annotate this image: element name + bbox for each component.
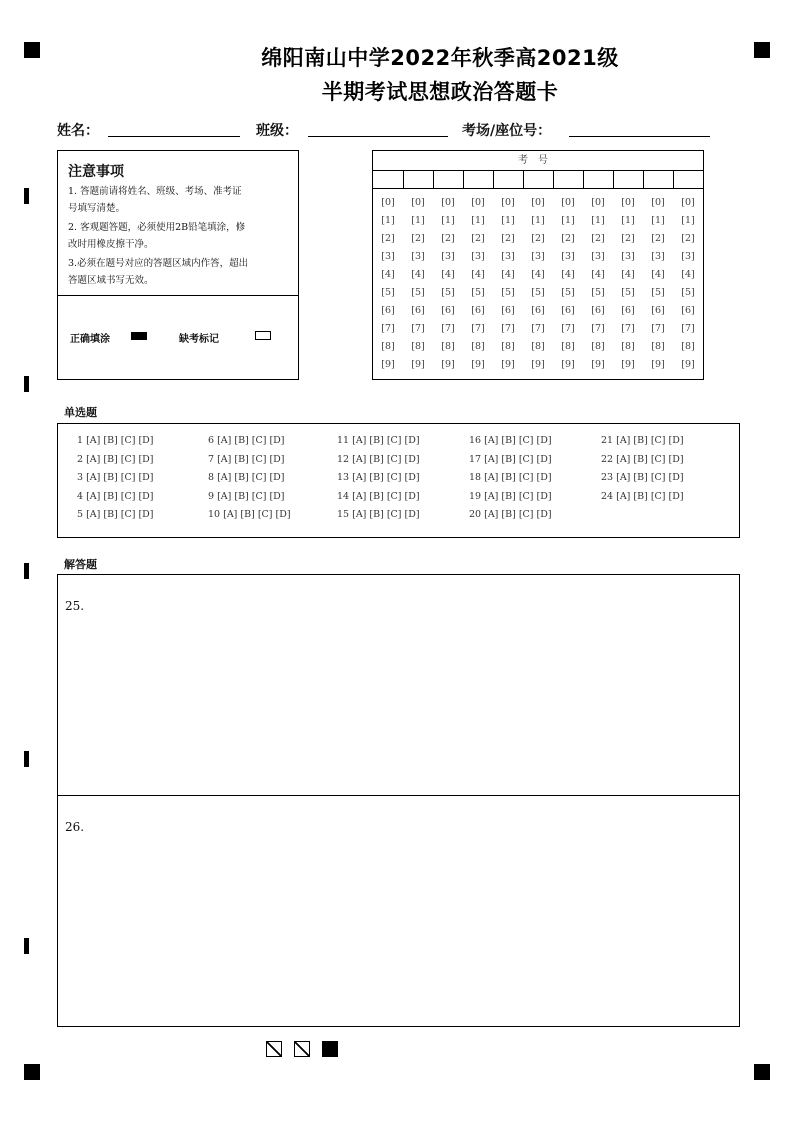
exam-digit-bubble[interactable]: [0] (681, 197, 695, 208)
exam-digit-bubble[interactable]: [5] (561, 287, 575, 298)
exam-digit-bubble[interactable]: [5] (621, 287, 635, 298)
exam-digit-bubble[interactable]: [8] (411, 341, 425, 352)
exam-digit-bubble[interactable]: [9] (411, 359, 425, 370)
answer-section-label: 解答题 (64, 558, 97, 571)
exam-digit-bubble[interactable]: [7] (501, 323, 515, 334)
exam-digit-bubble[interactable]: [6] (441, 305, 455, 316)
absent-mark-label: 缺考标记 (179, 334, 219, 345)
exam-digit-bubble[interactable]: [6] (471, 305, 485, 316)
notice-line: 答题区域书写无效。 (68, 275, 154, 286)
choice-question[interactable]: 17 [A] [B] [C] [D] (469, 453, 552, 465)
exam-digit-bubble[interactable]: [6] (561, 305, 575, 316)
exam-digit-bubble[interactable]: [7] (591, 323, 605, 334)
question-number-25: 25. (65, 599, 85, 613)
choice-question[interactable]: 18 [A] [B] [C] [D] (469, 472, 552, 483)
correct-fill-sample (131, 332, 147, 340)
exam-digit-bubble[interactable]: [1] (471, 215, 485, 226)
exam-digit-bubble[interactable]: [5] (681, 287, 695, 298)
exam-digit-bubble[interactable]: [3] (531, 251, 545, 262)
exam-digit-bubble[interactable]: [6] (531, 305, 545, 316)
exam-digit-bubble[interactable]: [9] (651, 359, 665, 370)
choice-section-label: 单选题 (64, 406, 97, 419)
notice-line: 1. 答题前请将姓名、班级、考场、准考证 (68, 186, 242, 197)
exam-number-grid (372, 150, 704, 380)
corner-mark-bottom-right (754, 1064, 770, 1080)
seat-label: 考场/座位号： (462, 123, 552, 139)
exam-digit-bubble[interactable]: [8] (531, 341, 545, 352)
choice-question[interactable]: 23 [A] [B] [C] [D] (601, 472, 684, 483)
exam-digit-bubble[interactable]: [8] (621, 341, 635, 352)
exam-digit-bubble[interactable]: [4] (591, 269, 605, 280)
exam-digit-bubble[interactable]: [2] (501, 233, 515, 244)
class-field[interactable] (308, 136, 448, 137)
exam-digit-bubble[interactable]: [9] (621, 359, 635, 370)
exam-digit-bubble[interactable]: [3] (561, 251, 575, 262)
exam-digit-bubble[interactable]: [1] (681, 215, 695, 226)
choice-question[interactable]: 21 [A] [B] [C] [D] (601, 435, 684, 446)
answer-box-25[interactable] (57, 574, 740, 796)
exam-digit-bubble[interactable]: [8] (651, 341, 665, 352)
exam-number-write-row[interactable] (373, 170, 703, 189)
timing-bar (24, 938, 29, 954)
exam-digit-bubble[interactable]: [4] (531, 269, 545, 280)
choice-question[interactable]: 3 [A] [B] [C] [D] (77, 472, 154, 483)
choice-question[interactable]: 11 [A] [B] [C] [D] (337, 435, 420, 446)
exam-digit-bubble[interactable]: [7] (411, 323, 425, 334)
exam-digit-bubble[interactable]: [0] (651, 197, 665, 208)
exam-digit-bubble[interactable]: [7] (381, 323, 395, 334)
exam-digit-bubble[interactable]: [5] (411, 287, 425, 298)
page-mark-slash (294, 1041, 310, 1057)
exam-grid-line (553, 170, 554, 188)
page-title: 绵阳南山中学2022年秋季高2021级 (261, 46, 619, 70)
exam-digit-bubble[interactable]: [8] (381, 341, 395, 352)
exam-digit-bubble[interactable]: [5] (501, 287, 515, 298)
exam-digit-bubble[interactable]: [7] (621, 323, 635, 334)
exam-digit-bubble[interactable]: [2] (651, 233, 665, 244)
choice-question[interactable]: 24 [A] [B] [C] [D] (601, 490, 684, 502)
exam-digit-bubble[interactable]: [8] (471, 341, 485, 352)
name-label: 姓名： (57, 123, 99, 139)
exam-digit-bubble[interactable]: [2] (441, 233, 455, 244)
exam-digit-bubble[interactable]: [9] (561, 359, 575, 370)
exam-digit-bubble[interactable]: [1] (561, 215, 575, 226)
exam-digit-bubble[interactable]: [9] (531, 359, 545, 370)
answer-box-26[interactable] (57, 795, 740, 1027)
exam-digit-bubble[interactable]: [4] (621, 269, 635, 280)
exam-digit-bubble[interactable]: [8] (441, 341, 455, 352)
seat-field[interactable] (569, 136, 710, 137)
notice-line: 号填写清楚。 (68, 203, 126, 214)
exam-digit-bubble[interactable]: [1] (651, 215, 665, 226)
choice-question[interactable]: 1 [A] [B] [C] [D] (77, 435, 154, 446)
page-mark-solid (322, 1041, 338, 1057)
notice-title: 注意事项 (68, 164, 124, 180)
choice-question[interactable]: 8 [A] [B] [C] [D] (208, 472, 285, 483)
exam-digit-bubble[interactable]: [0] (531, 197, 545, 208)
choice-question[interactable]: 2 [A] [B] [C] [D] (77, 453, 154, 465)
exam-digit-bubble[interactable]: [6] (651, 305, 665, 316)
exam-digit-bubble[interactable]: [6] (411, 305, 425, 316)
exam-grid-line (403, 170, 404, 188)
exam-digit-bubble[interactable]: [8] (501, 341, 515, 352)
exam-digit-bubble[interactable]: [5] (381, 287, 395, 298)
exam-digit-bubble[interactable]: [5] (531, 287, 545, 298)
notice-line: 改时用橡皮擦干净。 (68, 239, 154, 250)
exam-digit-bubble[interactable]: [1] (501, 215, 515, 226)
choice-question[interactable]: 16 [A] [B] [C] [D] (469, 435, 552, 446)
exam-digit-bubble[interactable]: [9] (591, 359, 605, 370)
timing-bar (24, 751, 29, 767)
exam-digit-bubble[interactable]: [5] (471, 287, 485, 298)
notice-line: 3.必须在题号对应的答题区域内作答，超出 (68, 258, 249, 269)
exam-digit-bubble[interactable]: [1] (621, 215, 635, 226)
exam-digit-bubble[interactable]: [3] (681, 251, 695, 262)
exam-digit-bubble[interactable]: [6] (501, 305, 515, 316)
exam-digit-bubble[interactable]: [3] (411, 251, 425, 262)
exam-grid-line (433, 170, 434, 188)
choice-question[interactable]: 15 [A] [B] [C] [D] (337, 509, 420, 520)
class-label: 班级： (256, 123, 298, 139)
exam-digit-bubble[interactable]: [0] (591, 197, 605, 208)
question-number-26: 26. (65, 820, 85, 834)
exam-digit-bubble[interactable]: [5] (441, 287, 455, 298)
exam-digit-bubble[interactable]: [6] (381, 305, 395, 316)
exam-digit-bubble[interactable]: [3] (591, 251, 605, 262)
exam-digit-bubble[interactable]: [7] (471, 323, 485, 334)
exam-digit-bubble[interactable]: [3] (381, 251, 395, 262)
exam-digit-bubble[interactable]: [2] (531, 233, 545, 244)
notice-box (57, 150, 299, 380)
exam-digit-bubble[interactable]: [8] (561, 341, 575, 352)
exam-digit-bubble[interactable]: [0] (561, 197, 575, 208)
exam-digit-bubble[interactable]: [2] (471, 233, 485, 244)
exam-digit-bubble[interactable]: [8] (591, 341, 605, 352)
exam-grid-line (613, 170, 614, 188)
exam-digit-bubble[interactable]: [1] (531, 215, 545, 226)
corner-mark-bottom-left (24, 1064, 40, 1080)
exam-digit-bubble[interactable]: [9] (441, 359, 455, 370)
timing-bar (24, 376, 29, 392)
choice-question[interactable]: 20 [A] [B] [C] [D] (469, 509, 552, 520)
choice-question[interactable]: 22 [A] [B] [C] [D] (601, 453, 684, 465)
correct-fill-label: 正确填涂 (70, 334, 110, 345)
choice-question[interactable]: 5 [A] [B] [C] [D] (77, 509, 154, 520)
exam-digit-bubble[interactable]: [1] (381, 215, 395, 226)
choice-question[interactable]: 19 [A] [B] [C] [D] (469, 490, 552, 502)
exam-digit-bubble[interactable]: [6] (621, 305, 635, 316)
exam-digit-bubble[interactable]: [4] (561, 269, 575, 280)
exam-grid-line (583, 170, 584, 188)
exam-digit-bubble[interactable]: [2] (561, 233, 575, 244)
exam-digit-bubble[interactable]: [5] (651, 287, 665, 298)
choice-question[interactable]: 4 [A] [B] [C] [D] (77, 490, 154, 502)
exam-digit-bubble[interactable]: [0] (441, 197, 455, 208)
name-field[interactable] (108, 136, 240, 137)
choice-question[interactable]: 9 [A] [B] [C] [D] (208, 490, 285, 502)
choice-question[interactable]: 12 [A] [B] [C] [D] (337, 453, 420, 465)
exam-digit-bubble[interactable]: [1] (411, 215, 425, 226)
exam-grid-line (523, 170, 524, 188)
exam-digit-bubble[interactable]: [2] (411, 233, 425, 244)
exam-digit-bubble[interactable]: [3] (621, 251, 635, 262)
exam-grid-line (493, 170, 494, 188)
exam-digit-bubble[interactable]: [4] (501, 269, 515, 280)
exam-digit-bubble[interactable]: [0] (621, 197, 635, 208)
exam-digit-bubble[interactable]: [6] (681, 305, 695, 316)
exam-digit-bubble[interactable]: [3] (651, 251, 665, 262)
timing-bar (24, 563, 29, 579)
exam-grid-line (673, 170, 674, 188)
exam-digit-bubble[interactable]: [7] (681, 323, 695, 334)
exam-grid-line (643, 170, 644, 188)
absent-mark-box[interactable] (255, 331, 271, 340)
choice-answer-box (57, 423, 740, 538)
exam-digit-bubble[interactable]: [6] (591, 305, 605, 316)
exam-digit-bubble[interactable]: [2] (621, 233, 635, 244)
exam-digit-bubble[interactable]: [1] (591, 215, 605, 226)
exam-digit-bubble[interactable]: [9] (471, 359, 485, 370)
choice-question[interactable]: 10 [A] [B] [C] [D] (208, 509, 291, 520)
exam-digit-bubble[interactable]: [0] (471, 197, 485, 208)
exam-digit-bubble[interactable]: [3] (471, 251, 485, 262)
exam-digit-bubble[interactable]: [0] (381, 197, 395, 208)
page-subtitle: 半期考试思想政治答题卡 (321, 80, 559, 104)
exam-digit-bubble[interactable]: [1] (441, 215, 455, 226)
exam-digit-bubble[interactable]: [4] (471, 269, 485, 280)
exam-digit-bubble[interactable]: [4] (411, 269, 425, 280)
exam-digit-bubble[interactable]: [0] (501, 197, 515, 208)
exam-digit-bubble[interactable]: [3] (501, 251, 515, 262)
exam-digit-bubble[interactable]: [2] (381, 233, 395, 244)
exam-digit-bubble[interactable]: [2] (591, 233, 605, 244)
exam-digit-bubble[interactable]: [9] (381, 359, 395, 370)
exam-grid-line (463, 170, 464, 188)
exam-digit-bubble[interactable]: [5] (591, 287, 605, 298)
exam-digit-bubble[interactable]: [4] (441, 269, 455, 280)
choice-question[interactable]: 7 [A] [B] [C] [D] (208, 453, 285, 465)
exam-digit-bubble[interactable]: [4] (381, 269, 395, 280)
page-mark-slash (266, 1041, 282, 1057)
choice-question[interactable]: 14 [A] [B] [C] [D] (337, 490, 420, 502)
exam-digit-bubble[interactable]: [7] (531, 323, 545, 334)
exam-digit-bubble[interactable]: [4] (651, 269, 665, 280)
exam-digit-bubble[interactable]: [9] (681, 359, 695, 370)
choice-question[interactable]: 6 [A] [B] [C] [D] (208, 435, 285, 446)
exam-digit-bubble[interactable]: [3] (441, 251, 455, 262)
exam-digit-bubble[interactable]: [2] (681, 233, 695, 244)
exam-digit-bubble[interactable]: [8] (681, 341, 695, 352)
timing-bar (24, 188, 29, 204)
notice-divider (58, 295, 298, 296)
exam-digit-bubble[interactable]: [9] (501, 359, 515, 370)
exam-digit-bubble[interactable]: [7] (561, 323, 575, 334)
exam-digit-bubble[interactable]: [7] (651, 323, 665, 334)
exam-digit-bubble[interactable]: [7] (441, 323, 455, 334)
exam-digit-bubble[interactable]: [0] (411, 197, 425, 208)
notice-line: 2. 客观题答题，必须使用2B铅笔填涂，修 (68, 222, 246, 233)
exam-number-title: 考号 (373, 151, 703, 171)
choice-question[interactable]: 13 [A] [B] [C] [D] (337, 472, 420, 483)
exam-digit-bubble[interactable]: [4] (681, 269, 695, 280)
